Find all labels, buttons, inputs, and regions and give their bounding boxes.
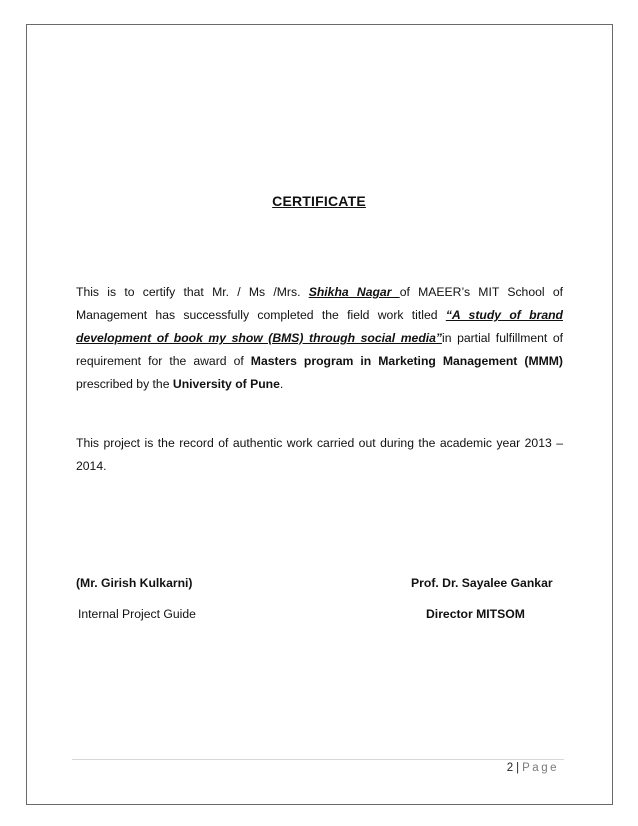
certificate-title: CERTIFICATE [272, 193, 366, 209]
student-name: Shikha Nagar [308, 285, 400, 299]
page-label: Page [522, 762, 559, 774]
program-name: Masters program in Marketing Management (MMM) [250, 354, 563, 368]
director-name: Prof. Dr. Sayalee Gankar [411, 576, 553, 590]
university-name: University of Pune [172, 377, 280, 391]
academic-year-paragraph: This project is the record of authentic work carried out during the academic year 2013 – 2014. [76, 436, 563, 473]
para1-text-1: This is to certify that Mr. / Ms /Mrs. [76, 285, 309, 299]
certification-paragraph [76, 281, 563, 396]
page-number: 2 [506, 762, 514, 774]
para1-text-4: prescribed by the [76, 377, 173, 391]
para1-text-5: . [279, 377, 284, 391]
footer-separator: | [516, 762, 520, 774]
para1-text-3: in partial fulfillment of requirement for the award of [76, 331, 563, 368]
project-title: “A study of brand development of book my show (BMS) through social media” [76, 308, 563, 345]
director-role: Director MITSOM [426, 607, 525, 621]
footer-divider [72, 759, 564, 760]
para1-text-2: of MAEER’s MIT School of Management has successfully completed the field work titled [76, 285, 563, 322]
guide-role: Internal Project Guide [78, 607, 196, 621]
page-footer [507, 762, 559, 774]
guide-name: (Mr. Girish Kulkarni) [76, 576, 193, 590]
page-border [26, 24, 613, 805]
